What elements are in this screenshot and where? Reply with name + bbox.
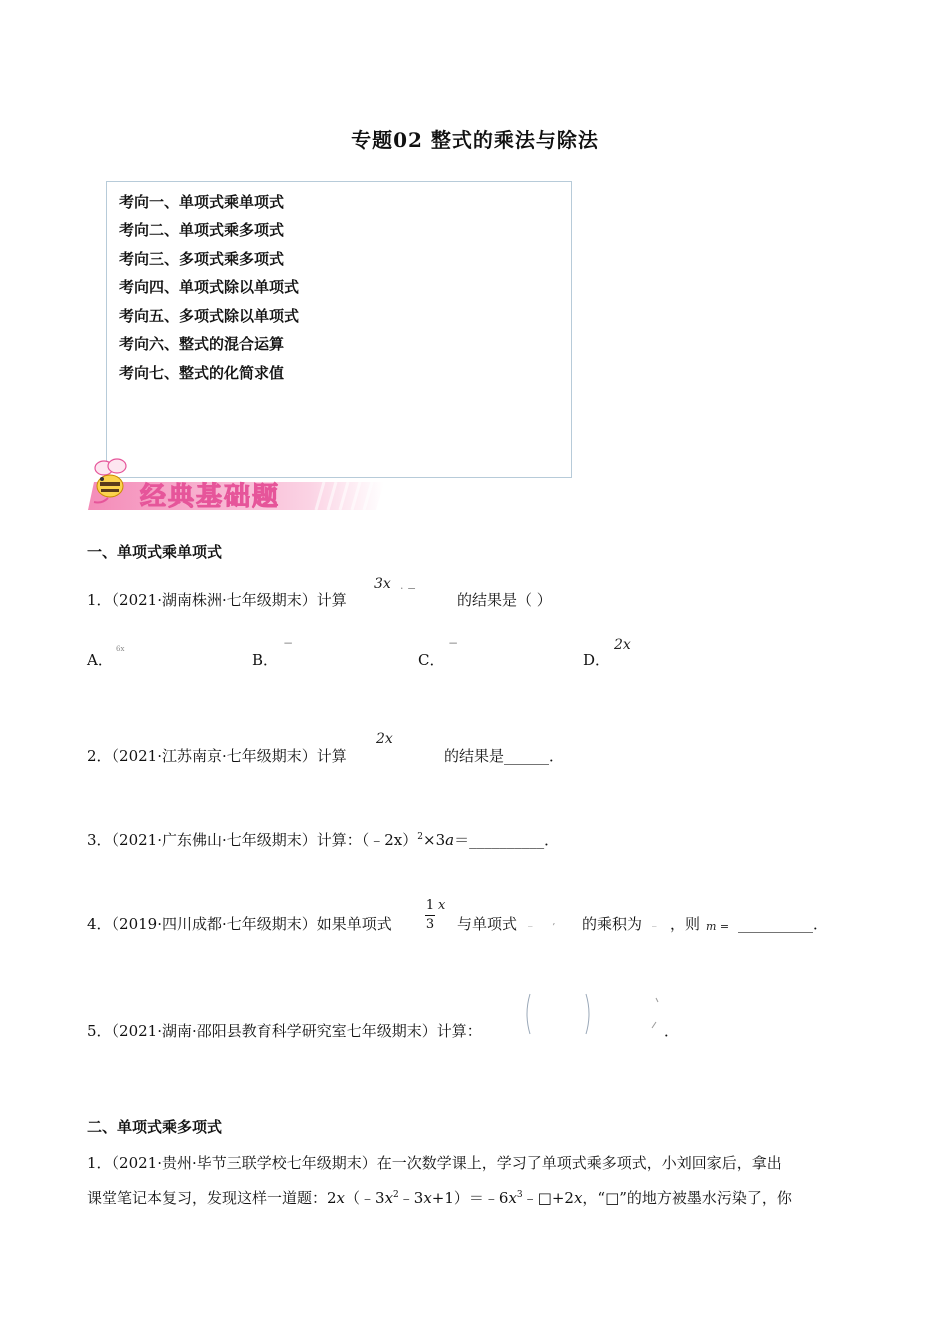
question-1-3	[87, 829, 559, 850]
question-source: （2021·湖南株洲·七年级期末）计算	[111, 591, 347, 609]
option-expr: −	[448, 636, 459, 650]
math-fragment: 3x	[374, 576, 391, 592]
question-text: ，“□”的地方被墨水污染了，你	[582, 1189, 792, 1207]
question-text: +1）＝﹣6	[431, 1189, 509, 1207]
superscript: 2	[393, 1190, 399, 1200]
math-var: x	[384, 1189, 394, 1207]
option-label: D．	[583, 651, 611, 669]
question-number: 3．	[87, 831, 112, 849]
option-expr: −	[283, 636, 294, 650]
option-label: A．	[87, 651, 113, 669]
question-1-5	[87, 1020, 482, 1041]
math-var: x	[508, 1189, 517, 1207]
question-2-1-line2	[87, 1187, 792, 1208]
question-text: ﹣□+2	[522, 1189, 574, 1207]
question-number: 1．	[87, 1154, 112, 1172]
question-1-1	[87, 589, 347, 610]
fraction-denominator: 3	[425, 917, 435, 932]
question-text: 与单项式	[457, 915, 518, 933]
question-text: ﹣3	[398, 1189, 424, 1207]
toc-item-6: 考向六、整式的混合运算	[119, 335, 285, 353]
question-2-1	[87, 1152, 782, 1173]
toc-item-3: 考向三、多项式乘多项式	[119, 250, 285, 268]
question-tail: 的结果是______．	[444, 747, 565, 765]
option-label: B．	[252, 651, 279, 669]
math-fragment: · −	[400, 582, 417, 595]
question-text: （﹣3	[345, 1189, 385, 1207]
toc-item-5: 考向五、多项式除以单项式	[119, 307, 300, 325]
superscript: 2	[417, 832, 423, 842]
question-source: （2019·四川成都·七年级期末）如果单项式	[111, 915, 392, 933]
math-text: ×3	[423, 831, 446, 849]
toc-item-4: 考向四、单项式除以单项式	[119, 278, 300, 296]
option-label: C．	[418, 651, 445, 669]
section-banner	[84, 452, 388, 514]
question-1-2	[87, 745, 347, 766]
answer-blank: __________．	[738, 915, 829, 933]
question-tail: 的结果是（ ）	[457, 591, 552, 609]
math-fragment: m =	[706, 920, 730, 933]
math-fragment: _	[652, 917, 657, 927]
question-number: 1．	[87, 591, 112, 609]
question-number: 4．	[87, 915, 112, 933]
option-expr: 6x	[116, 645, 125, 653]
toc-item-1: 考向一、单项式乘单项式	[119, 193, 285, 211]
section-heading-1: 一、单项式乘单项式	[87, 543, 223, 561]
math-var: x	[336, 1189, 346, 1207]
question-text: 的乘积为	[582, 915, 643, 933]
question-number: 5．	[87, 1022, 112, 1040]
math-var: a	[445, 831, 455, 849]
question-source: （2021·江苏南京·七年级期末）计算	[111, 747, 347, 765]
option-b	[252, 649, 278, 670]
toc-box	[106, 181, 572, 478]
option-a	[87, 649, 113, 670]
math-var: x	[573, 1189, 583, 1207]
toc-item-7: 考向七、整式的化简求值	[119, 364, 285, 382]
question-source: （2021·湖南·邵阳县教育科学研究室七年级期末）计算：	[111, 1022, 482, 1040]
question-text: ，则	[670, 915, 701, 933]
math-fragment: _ ,	[528, 917, 556, 927]
question-tail: ．	[664, 1022, 680, 1040]
fraction	[425, 897, 435, 934]
superscript: 3	[516, 1190, 523, 1200]
question-source: （2021·贵州·毕节三联学校七年级期末）在一次数学课上，学习了单项式乘多项式，小刘回家后，拿出	[111, 1154, 782, 1172]
math-fragment: 2x	[376, 731, 393, 747]
math-fragment	[522, 990, 662, 1040]
question-source: （2021·广东佛山·七年级期末）计算：（﹣2x）	[111, 831, 418, 849]
page-title: 专题02 整式的乘法与除法	[351, 128, 599, 152]
option-expr: 2x	[614, 637, 631, 653]
math-fragment: x	[438, 898, 446, 913]
math-var: x	[423, 1189, 432, 1207]
toc-item-2: 考向二、单项式乘多项式	[119, 221, 285, 239]
question-1-4	[87, 913, 392, 934]
question-text: 课堂笔记本复习，发现这样一道题：2	[87, 1189, 337, 1207]
question-number: 2．	[87, 747, 112, 765]
option-c	[418, 649, 444, 670]
option-d	[583, 649, 610, 670]
section-heading-2: 二、单项式乘多项式	[87, 1118, 223, 1136]
fraction-numerator: 1	[425, 898, 435, 913]
answer-blank: ＝__________．	[454, 831, 560, 849]
banner-text: 经典基础题	[140, 482, 281, 512]
